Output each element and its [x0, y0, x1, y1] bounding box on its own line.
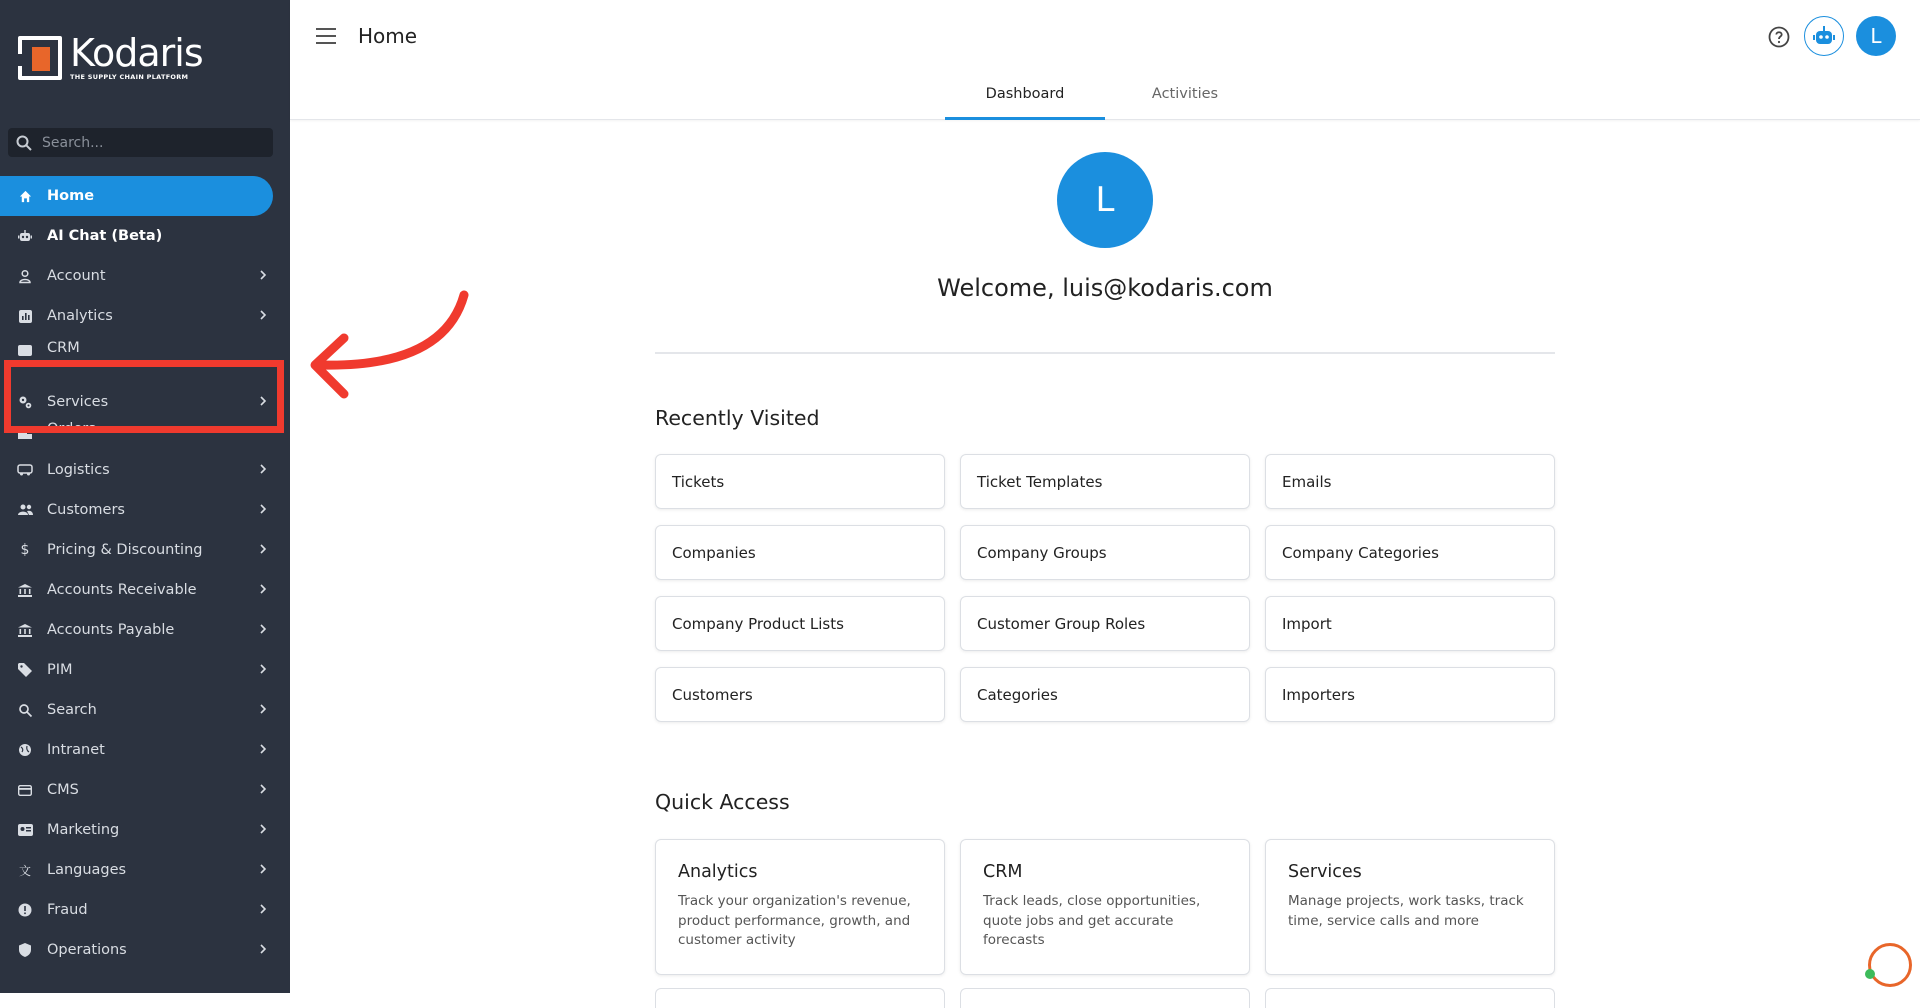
chevron-right-icon [256, 702, 270, 716]
sidebar-item-pim[interactable] [0, 650, 290, 690]
sidebar-item-crm[interactable] [0, 336, 290, 356]
sidebar-search-input[interactable] [42, 135, 262, 151]
sidebar-item-label: Analytics [47, 308, 113, 324]
recently-visited-title: Recently Visited [655, 406, 820, 430]
quick-access-card-services[interactable] [1265, 839, 1555, 975]
profile-avatar: L [1057, 152, 1153, 248]
sidebar [0, 0, 290, 993]
sidebar-item-label: Search [47, 702, 97, 718]
quick-access-card-partial[interactable] [1265, 988, 1555, 1008]
chevron-right-icon [256, 502, 270, 516]
people-icon [18, 503, 32, 517]
sidebar-nav [0, 176, 290, 970]
sidebar-item-label: Operations [47, 942, 127, 958]
sidebar-item-accounts-payable[interactable] [0, 610, 290, 650]
search-icon [18, 703, 32, 717]
tab-activities[interactable]: Activities [1151, 86, 1219, 102]
sidebar-item-intranet[interactable] [0, 730, 290, 770]
recent-item-card[interactable]: Customer Group Roles [960, 596, 1250, 651]
sidebar-item-cms[interactable] [0, 770, 290, 810]
chevron-right-icon [256, 268, 270, 282]
logo-mark-icon [18, 36, 62, 80]
card-icon [18, 783, 32, 797]
sidebar-search[interactable] [8, 128, 273, 157]
sidebar-item-search[interactable] [0, 690, 290, 730]
quick-access-card-crm[interactable] [960, 839, 1250, 975]
bank-icon [18, 583, 32, 597]
sidebar-item-label: Orders [47, 421, 96, 437]
recent-item-card[interactable]: Customers [655, 667, 945, 722]
page-tabs [945, 80, 1265, 120]
menu-icon[interactable] [316, 28, 336, 44]
chevron-right-icon [256, 902, 270, 916]
chevron-right-icon [256, 622, 270, 636]
sidebar-item-pricing[interactable] [0, 530, 290, 570]
sidebar-item-analytics[interactable] [0, 296, 290, 336]
sidebar-item-label: CRM [47, 340, 80, 356]
person-icon [18, 269, 32, 283]
quick-access-card-title: Services [1288, 862, 1362, 882]
quick-access-card-title: CRM [983, 862, 1023, 882]
search-icon [16, 135, 32, 151]
user-avatar[interactable]: L [1856, 16, 1896, 56]
quick-access-grid [655, 839, 1555, 975]
sidebar-item-label: Customers [47, 502, 125, 518]
recently-visited-grid [655, 454, 1555, 722]
sidebar-item-languages[interactable] [0, 850, 290, 890]
recent-item-card[interactable]: Emails [1265, 454, 1555, 509]
support-chat-icon[interactable] [1868, 943, 1912, 987]
recent-item-card[interactable]: Ticket Templates [960, 454, 1250, 509]
analytics-icon [18, 309, 32, 323]
chevron-right-icon [256, 862, 270, 876]
tab-dashboard[interactable]: Dashboard [945, 80, 1105, 120]
sidebar-item-customers[interactable] [0, 490, 290, 530]
truck-icon [18, 430, 32, 444]
sidebar-item-label: Intranet [47, 742, 105, 758]
tag-icon [18, 663, 32, 677]
quick-access-card-analytics[interactable] [655, 839, 945, 975]
recent-item-card[interactable]: Tickets [655, 454, 945, 509]
chevron-right-icon [256, 942, 270, 956]
crm-icon [18, 342, 32, 356]
robot-icon [1813, 26, 1835, 46]
sidebar-item-label: Services [47, 394, 109, 410]
quick-access-row-partial [655, 988, 1555, 1008]
main-content [290, 120, 1920, 993]
topbar [290, 0, 1920, 120]
chevron-right-icon [256, 462, 270, 476]
sidebar-item-label: Home [47, 188, 95, 204]
recent-item-card[interactable]: Company Product Lists [655, 596, 945, 651]
quick-access-card-partial[interactable] [960, 988, 1250, 1008]
kodaris-logo[interactable] [18, 31, 203, 81]
sidebar-item-label: Logistics [47, 462, 110, 478]
sidebar-item-label: Account [47, 268, 106, 284]
quick-access-card-desc: Manage projects, work tasks, track time, service calls and more [1288, 893, 1524, 929]
sidebar-item-logistics[interactable] [0, 450, 290, 490]
sidebar-item-label: Fraud [47, 902, 88, 918]
sidebar-item-services[interactable] [0, 382, 290, 422]
sidebar-item-orders[interactable] [0, 421, 290, 450]
welcome-message: Welcome, luis@kodaris.com [937, 274, 1273, 302]
sidebar-item-marketing[interactable] [0, 810, 290, 850]
home-icon [18, 189, 32, 203]
chevron-right-icon [256, 822, 270, 836]
sidebar-item-label: AI Chat (Beta) [47, 228, 163, 244]
bank-icon [18, 623, 32, 637]
recent-item-card[interactable]: Categories [960, 667, 1250, 722]
quick-access-card-partial[interactable] [655, 988, 945, 1008]
sidebar-item-fraud[interactable] [0, 890, 290, 930]
bus-icon [18, 463, 32, 477]
recent-item-card[interactable]: Company Categories [1265, 525, 1555, 580]
quick-access-card-desc: Track leads, close opportunities, quote jobs and get accurate forecasts [983, 893, 1201, 948]
quick-access-card-title: Analytics [678, 862, 758, 882]
recent-item-card[interactable]: Company Groups [960, 525, 1250, 580]
sidebar-item-operations[interactable] [0, 930, 290, 970]
sidebar-item-label: Marketing [47, 822, 120, 838]
sidebar-item-ai-chat[interactable] [0, 216, 290, 256]
sidebar-item-home[interactable] [0, 176, 273, 216]
recent-item-card[interactable]: Importers [1265, 667, 1555, 722]
marketing-icon [18, 823, 32, 837]
dollar-icon: $ [20, 542, 30, 558]
alert-icon [18, 903, 32, 917]
page-title: Home [358, 24, 418, 48]
quick-access-card-desc: Track your organization's revenue, product performance, growth, and customer activity [678, 893, 911, 948]
translate-icon: 文 [18, 863, 31, 878]
globe-icon [18, 743, 32, 757]
chevron-right-icon [256, 742, 270, 756]
robot-icon [18, 229, 32, 243]
sidebar-item-label: Accounts Payable [47, 622, 175, 638]
sidebar-item-accounts-receivable[interactable] [0, 570, 290, 610]
gears-icon [18, 395, 32, 409]
divider [655, 352, 1555, 354]
chevron-right-icon [256, 782, 270, 796]
operations-icon [18, 943, 32, 957]
chevron-right-icon [256, 542, 270, 556]
sidebar-item-account[interactable] [0, 256, 290, 296]
chevron-right-icon [256, 582, 270, 596]
sidebar-item-label: Pricing & Discounting [47, 542, 203, 558]
sidebar-item-label: PIM [47, 662, 73, 678]
chevron-right-icon [256, 308, 270, 322]
help-icon[interactable] [1768, 26, 1790, 48]
sidebar-item-label: Languages [47, 862, 127, 878]
logo-name: Kodaris [70, 31, 203, 75]
sidebar-item-label: Accounts Receivable [47, 582, 197, 598]
recent-item-card[interactable]: Import [1265, 596, 1555, 651]
logo-tagline: THE SUPPLY CHAIN PLATFORM [70, 73, 189, 81]
ai-assistant-button[interactable] [1804, 16, 1844, 56]
chevron-right-icon [256, 662, 270, 676]
chevron-right-icon [256, 394, 270, 408]
recent-item-card[interactable]: Companies [655, 525, 945, 580]
online-status-dot [1865, 969, 1875, 979]
sidebar-item-label: CMS [47, 782, 79, 798]
quick-access-title: Quick Access [655, 790, 790, 814]
